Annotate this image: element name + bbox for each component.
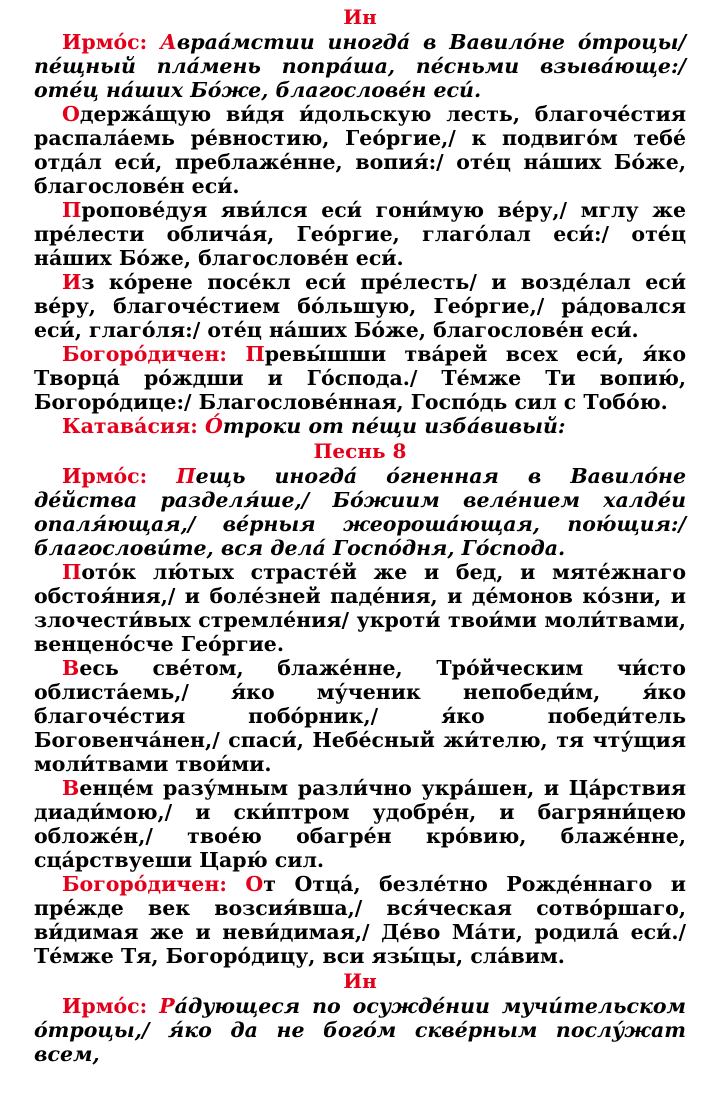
verse-paragraph bbox=[34, 464, 686, 560]
verse-text: троки от пе́щи изба́вивый: bbox=[222, 414, 566, 438]
initial-letter: Р bbox=[159, 994, 175, 1018]
verse-label: Ирмо́с: bbox=[62, 994, 160, 1018]
verse-paragraph bbox=[34, 102, 686, 198]
verse-paragraph bbox=[34, 872, 686, 968]
verse-text: держа́щую ви́дя и́дольскую лесть, благоче́стия распала́емь ре́вностию, Гео́ргие,/ к подвиго́м тебе́ отда́л еси́, преблаже́нне, вопия́:/ оте́ц на́ших Бо́же, благослове́н еси́. bbox=[34, 102, 686, 198]
initial-letter: О bbox=[245, 872, 264, 896]
section-heading: Ин bbox=[343, 969, 377, 993]
initial-letter: П bbox=[245, 342, 265, 366]
verse-label: Ирмо́с: bbox=[62, 464, 177, 488]
verse-text: враа́мстии иногда́ в Вавило́не о́троцы/ пе́щный пла́мень попра́ша, пе́сньми взыва́юще:/ оте́ц на́ших Бо́же, благослове́н еси́. bbox=[34, 30, 687, 102]
section-heading: Песнь 8 bbox=[313, 439, 407, 463]
initial-letter: А bbox=[160, 30, 177, 54]
verse-text: pопове́дуя яви́лся еси́ гони́мую ве́ру,/ мглу же пре́лести облича́я, Гео́ргие, глаго́лал еси́:/ оте́ц на́ших Бо́же, благослове́н еси́. bbox=[34, 198, 686, 270]
initial-letter: П bbox=[176, 464, 196, 488]
verse-label: Ирмо́с: bbox=[62, 30, 161, 54]
verse-paragraph bbox=[34, 30, 686, 102]
section-heading: Ин bbox=[343, 5, 377, 29]
verse-text: есь све́том, блаже́нне, Тро́йческим чи́сто облиста́емь,/ я́ко му́ченик непобеди́м, я́ко благоче́стия побо́рник,/ я́ко победи́тель Боговенча́нен,/ спаси́, Небе́сный жи́телю, тя чту́щия моли́твами твои́ми. bbox=[34, 656, 686, 776]
initial-letter: П bbox=[62, 198, 82, 222]
verse-text: ещь иногда́ о́гненная в Вавило́не де́йства разделя́ше,/ Бо́жиим веле́нием халде́и опаля́ющая,/ ве́рныя жеороша́ющая, пою́щия:/ благослови́те, вся дела́ Госпо́дня, Го́спода. bbox=[34, 464, 686, 560]
initial-letter: В bbox=[62, 776, 80, 800]
initial-letter: В bbox=[62, 656, 80, 680]
initial-letter: О bbox=[62, 102, 80, 126]
verse-text: а́дующеся по осужде́нии мучи́тельском о́троцы,/ я́ко да не бого́м скве́рным послу́жат всем, bbox=[34, 994, 686, 1066]
verse-text: т Отца́, безле́тно Рожде́ннаго и пре́жде век возсия́вша,/ вся́ческая сотво́ршаго, ви́димая же и неви́димая,/ Де́во Ма́ти, родила́ еси́./ Те́мже Тя, Богоро́дицу, вси язы́цы, сла́вим. bbox=[34, 872, 686, 968]
verse-paragraph bbox=[34, 414, 686, 438]
initial-letter: О́ bbox=[204, 414, 223, 438]
verse-text: ревы́шши тва́рей всех еси́, я́ко Творца́ ро́ждши и Го́спода./ Те́мже Ти вопию́, Богоро́дице:/ Благослове́нная, Госпо́дь сил с Тобо́ю. bbox=[34, 342, 687, 414]
verse-text: ото́к лю́тых страсте́й же и бед, и мяте́жнаго обстоя́ния,/ и боле́зней паде́ния, и де́монов ко́зни, и злочести́вых стремле́ния/ укроти́ твои́ми моли́твами, венцено́сче Гео́ргие. bbox=[34, 560, 686, 656]
verse-label: Катава́сия: bbox=[62, 414, 205, 438]
initial-letter: П bbox=[62, 560, 82, 584]
verse-paragraph bbox=[34, 342, 686, 414]
verse-paragraph bbox=[34, 776, 686, 872]
verse-paragraph bbox=[34, 560, 686, 656]
verse-paragraph bbox=[34, 994, 686, 1066]
initial-letter: И bbox=[62, 270, 82, 294]
verse-paragraph bbox=[34, 270, 686, 342]
verse-text: з ко́рене посе́кл еси́ пре́лесть/ и возде́лал еси́ ве́ру, благоче́стием бо́льшую, Гео́ргие,/ ра́довался еси́, глаго́ля:/ оте́ц на́ших Бо́же, благослове́н еси́. bbox=[34, 270, 686, 342]
verse-text: енце́м разу́мным разли́чно укра́шен, и Ца́рствия диади́мою,/ и ски́птром удобре́н, и багряни́цею обложе́н,/ твое́ю обагре́н кро́вию, блаже́нне, сца́рствуеши Царю́ сил. bbox=[34, 776, 686, 872]
verse-paragraph bbox=[34, 198, 686, 270]
verse-paragraph bbox=[34, 656, 686, 776]
verse-label: Богоро́дичен: bbox=[62, 872, 246, 896]
verse-label: Богоро́дичен: bbox=[62, 342, 246, 366]
